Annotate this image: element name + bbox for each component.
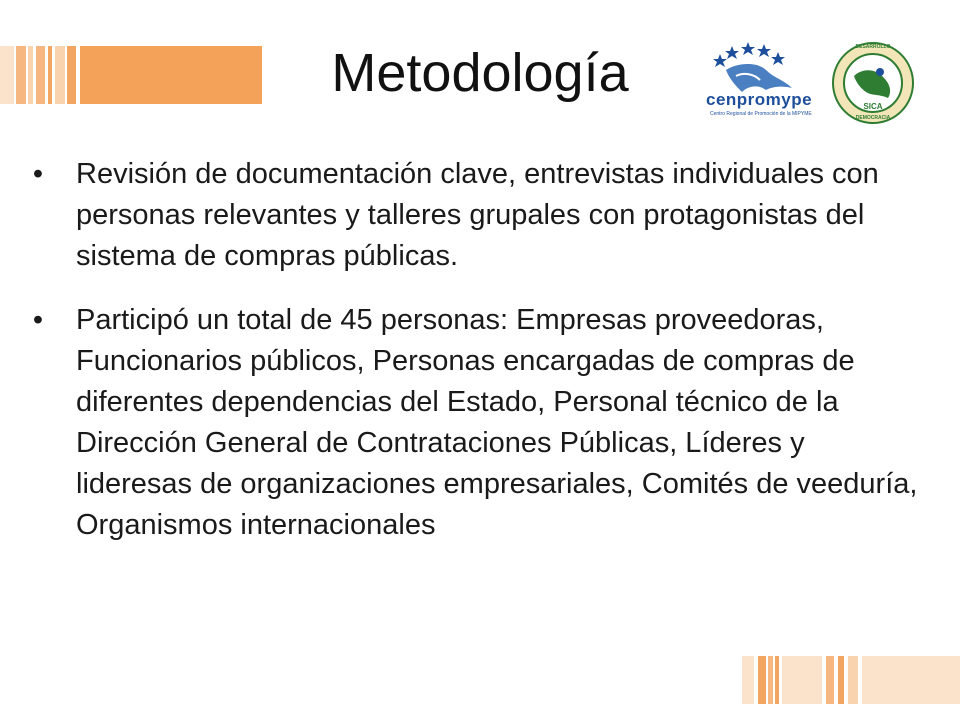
cenpromype-wordmark: cenpromype xyxy=(706,90,813,109)
sica-seal-ring-top: DESARROLLO xyxy=(855,44,891,50)
slide-title: Metodología xyxy=(331,43,629,103)
bullet-text: Revisión de documentación clave, entrevistas individuales con personas relevantes y talleres grupales con protagonistas del sistema de compras públicas. xyxy=(76,158,879,273)
cenpromype-logo xyxy=(704,40,820,124)
title-accent-bars xyxy=(0,46,262,104)
bullet-marker: • xyxy=(32,158,44,190)
bullet-item xyxy=(28,300,928,547)
bullet-list xyxy=(28,154,928,569)
cenpromype-tagline: Centro Regional de Promoción de la MIPYME xyxy=(710,111,812,117)
bullet-text: Participó un total de 45 personas: Empresas proveedoras, Funcionarios públicos, Personas encargadas de compras de diferentes dependencias del Estado, Personal técnico de la Dirección General de Contrataciones Públicas, Líderes y lideresas de organizaciones empresariales, Comités de veeduría, Organismos internacionales xyxy=(76,303,918,542)
bullet-marker: • xyxy=(32,303,44,336)
bullet-item xyxy=(28,154,928,278)
sica-seal-center-text: SICA xyxy=(863,102,883,111)
sica-seal-logo xyxy=(832,42,914,124)
footer-accent-bars xyxy=(742,656,960,704)
sica-seal-ring-bottom: DEMOCRACIA xyxy=(855,115,891,121)
